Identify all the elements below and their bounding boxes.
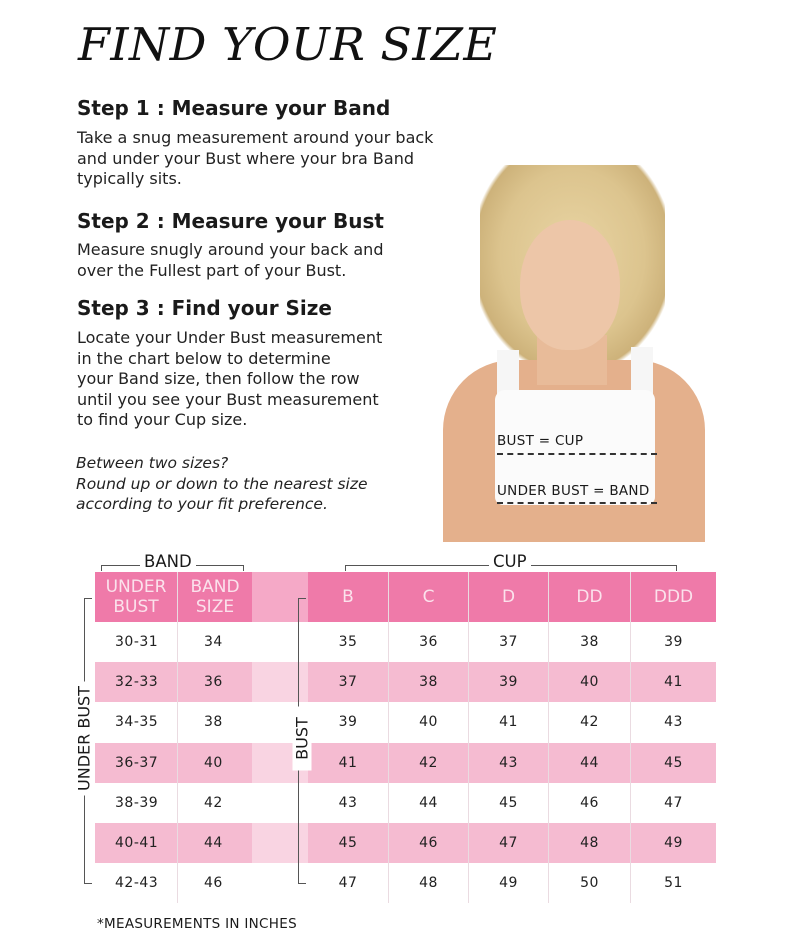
band-bracket-left-tick xyxy=(101,565,102,571)
cell-gap xyxy=(252,622,308,662)
model-photo xyxy=(425,165,718,542)
column-divider xyxy=(177,572,178,903)
cell-band-size: 42 xyxy=(178,783,252,823)
cell-bust-b: 45 xyxy=(308,823,388,863)
cell-bust-ddd: 47 xyxy=(631,783,716,823)
cell-bust-ddd: 43 xyxy=(631,702,716,742)
underbust-dashed-line xyxy=(497,502,657,504)
cell-bust-dd: 38 xyxy=(549,622,630,662)
band-group-label: BAND xyxy=(140,552,196,571)
cell-bust-b: 47 xyxy=(308,863,388,903)
note-line-2: Round up or down to the nearest size xyxy=(76,474,368,493)
cup-group-label: CUP xyxy=(489,552,531,571)
cell-bust-ddd: 41 xyxy=(631,662,716,702)
cell-bust-ddd: 39 xyxy=(631,622,716,662)
photo-face xyxy=(520,220,620,350)
cell-band-size: 38 xyxy=(178,702,252,742)
step-1-line-3: typically sits. xyxy=(77,169,182,188)
header-under-bust xyxy=(95,572,177,622)
cell-bust-c: 48 xyxy=(389,863,468,903)
cell-bust-d: 47 xyxy=(469,823,548,863)
cell-gap xyxy=(252,662,308,702)
underbust-band-label: UNDER BUST = BAND xyxy=(497,483,650,499)
cell-bust-ddd: 45 xyxy=(631,743,716,783)
cell-bust-b: 39 xyxy=(308,702,388,742)
cell-bust-c: 46 xyxy=(389,823,468,863)
cell-gap xyxy=(252,823,308,863)
column-divider xyxy=(468,572,469,903)
cell-under-bust: 38-39 xyxy=(95,783,177,823)
cell-bust-dd: 40 xyxy=(549,662,630,702)
step-2-text xyxy=(77,240,457,281)
step-3-heading: Step 3 : Find your Size xyxy=(77,296,332,320)
cell-bust-b: 43 xyxy=(308,783,388,823)
step-3-line-3: your Band size, then follow the row xyxy=(77,369,360,388)
step-3-line-4: until you see your Bust measurement xyxy=(77,389,379,409)
cell-bust-d: 49 xyxy=(469,863,548,903)
step-3-line-5: to find your Cup size. xyxy=(77,410,248,429)
cell-under-bust: 30-31 xyxy=(95,622,177,662)
header-cup-d: D xyxy=(469,572,548,622)
header-band-size xyxy=(178,572,252,622)
bust-axis-bottom-tick xyxy=(298,883,306,884)
cell-bust-c: 38 xyxy=(389,662,468,702)
measurement-units-footnote: *MEASUREMENTS IN INCHES xyxy=(97,916,297,932)
cell-bust-d: 37 xyxy=(469,622,548,662)
bust-dashed-line xyxy=(497,453,657,455)
step-2-line-1: Measure snugly around your back and xyxy=(77,240,384,259)
cell-bust-c: 44 xyxy=(389,783,468,823)
step-3-text xyxy=(77,328,457,431)
step-2-line-2: over the Fullest part of your Bust. xyxy=(77,260,347,280)
header-cup-dd: DD xyxy=(549,572,630,622)
page-title: FIND YOUR SIZE xyxy=(78,18,498,71)
step-1-text xyxy=(77,128,457,190)
cell-bust-c: 40 xyxy=(389,702,468,742)
header-gap xyxy=(252,572,308,622)
under-bust-axis-bottom-tick xyxy=(84,883,92,884)
header-band-size-line-2: SIZE xyxy=(195,597,235,617)
cell-bust-dd: 42 xyxy=(549,702,630,742)
header-band-size-line-1: BAND xyxy=(190,577,240,597)
cell-bust-b: 37 xyxy=(308,662,388,702)
bust-axis-top-tick xyxy=(298,598,306,599)
cell-bust-ddd: 49 xyxy=(631,823,716,863)
cell-under-bust: 40-41 xyxy=(95,823,177,863)
cell-under-bust: 36-37 xyxy=(95,743,177,783)
header-cup-ddd: DDD xyxy=(631,572,716,622)
step-1-line-2: and under your Bust where your bra Band xyxy=(77,148,414,168)
cell-bust-d: 39 xyxy=(469,662,548,702)
cup-bracket-left-tick xyxy=(345,565,346,571)
cell-bust-d: 45 xyxy=(469,783,548,823)
step-2-heading: Step 2 : Measure your Bust xyxy=(77,209,384,233)
cell-bust-dd: 50 xyxy=(549,863,630,903)
cell-bust-b: 41 xyxy=(308,743,388,783)
cell-band-size: 44 xyxy=(178,823,252,863)
cell-gap xyxy=(252,783,308,823)
cell-bust-dd: 46 xyxy=(549,783,630,823)
cell-under-bust: 34-35 xyxy=(95,702,177,742)
cup-bracket-right-tick xyxy=(676,565,677,571)
step-3-line-2: in the chart below to determine xyxy=(77,348,331,368)
cell-band-size: 34 xyxy=(178,622,252,662)
note-line-3: according to your fit preference. xyxy=(76,495,328,513)
cell-band-size: 40 xyxy=(178,743,252,783)
column-divider xyxy=(388,572,389,903)
cell-bust-d: 43 xyxy=(469,743,548,783)
cell-bust-ddd: 51 xyxy=(631,863,716,903)
cell-bust-c: 42 xyxy=(389,743,468,783)
step-1-line-1: Take a snug measurement around your back xyxy=(77,128,434,147)
header-cup-c: C xyxy=(389,572,468,622)
column-divider xyxy=(548,572,549,903)
cell-bust-d: 41 xyxy=(469,702,548,742)
bust-cup-label: BUST = CUP xyxy=(497,433,584,449)
column-divider xyxy=(630,572,631,903)
under-bust-axis-top-tick xyxy=(84,598,92,599)
note-line-1: Between two sizes? xyxy=(76,454,229,472)
header-cup-b: B xyxy=(308,572,388,622)
cell-band-size: 36 xyxy=(178,662,252,702)
cell-band-size: 46 xyxy=(178,863,252,903)
cell-under-bust: 32-33 xyxy=(95,662,177,702)
under-bust-axis-label: UNDER BUST xyxy=(75,682,94,796)
header-under-bust-line-2: BUST xyxy=(113,597,159,617)
step-1-heading: Step 1 : Measure your Band xyxy=(77,96,391,120)
cell-bust-b: 35 xyxy=(308,622,388,662)
band-bracket-right-tick xyxy=(243,565,244,571)
header-under-bust-line-1: UNDER xyxy=(105,577,167,597)
cell-bust-c: 36 xyxy=(389,622,468,662)
cell-under-bust: 42-43 xyxy=(95,863,177,903)
step-3-line-1: Locate your Under Bust measurement xyxy=(77,328,383,347)
bust-axis-label: BUST xyxy=(293,707,312,771)
between-sizes-note xyxy=(76,453,406,515)
cell-bust-dd: 44 xyxy=(549,743,630,783)
cell-bust-dd: 48 xyxy=(549,823,630,863)
